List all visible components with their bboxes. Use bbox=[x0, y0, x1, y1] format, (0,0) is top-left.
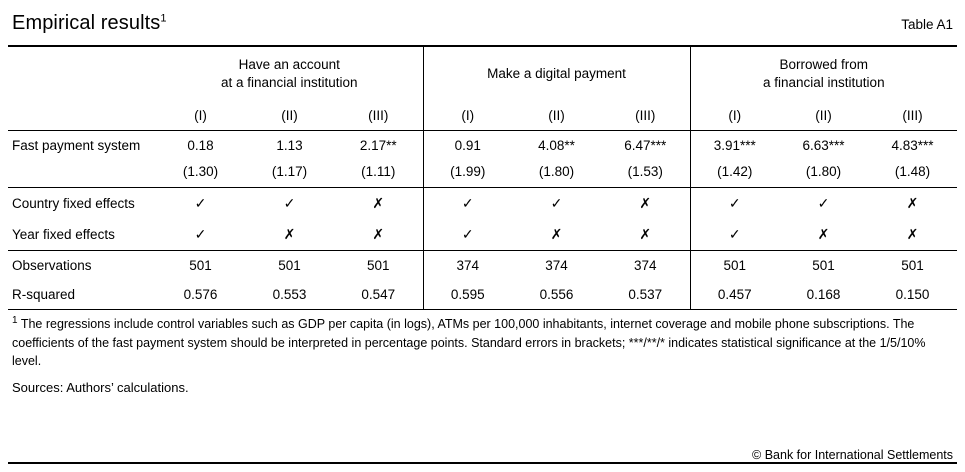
cell-r2-2: 0.553 bbox=[272, 287, 307, 303]
group-header-account-line1: Have an account bbox=[238, 57, 340, 72]
cell-yfe-1: ✓ bbox=[194, 226, 207, 243]
table-row bbox=[8, 131, 957, 161]
cell-r2-3: 0.547 bbox=[361, 287, 396, 303]
cell-fps-1: 0.18 bbox=[187, 138, 214, 154]
cell-obs-8: 501 bbox=[779, 251, 868, 281]
row-label-fast-payment-system: Fast payment system bbox=[12, 138, 141, 154]
page-title-text: Empirical results bbox=[12, 12, 161, 34]
title-row bbox=[8, 0, 957, 45]
cell-r2-1: 0.576 bbox=[183, 287, 218, 303]
cell-obs-1: 501 bbox=[156, 251, 245, 281]
spec-label-4: (I) bbox=[423, 102, 512, 131]
cell-obs-3: 501 bbox=[334, 251, 423, 281]
cell-se-4: (1.99) bbox=[423, 160, 512, 188]
table-number-label: Table A1 bbox=[901, 17, 953, 32]
spec-label-1: (I) bbox=[156, 102, 245, 131]
cell-cfe-4: ✓ bbox=[423, 188, 512, 220]
table-row bbox=[8, 280, 957, 309]
cell-fps-6: 6.47*** bbox=[624, 138, 667, 154]
cell-obs-6: 374 bbox=[601, 251, 690, 281]
cell-obs-2: 501 bbox=[245, 251, 334, 281]
cell-cfe-2: ✓ bbox=[245, 188, 334, 220]
cell-r2-6: 0.537 bbox=[628, 287, 663, 303]
cell-se-7: (1.42) bbox=[690, 160, 779, 188]
cell-r2-8: 0.168 bbox=[806, 287, 841, 303]
cell-r2-5: 0.556 bbox=[539, 287, 574, 303]
cell-fps-7: 3.91*** bbox=[690, 131, 779, 161]
cell-se-3: (1.11) bbox=[361, 164, 396, 180]
table-row bbox=[8, 219, 957, 251]
notes-marker: 1 bbox=[12, 315, 18, 327]
page-footer bbox=[8, 443, 957, 464]
group-header-account-line2: at a financial institution bbox=[220, 75, 358, 91]
group-header-digital-payment-line1: Make a digital payment bbox=[487, 66, 626, 82]
cell-yfe-4: ✓ bbox=[423, 219, 512, 251]
cell-cfe-8: ✓ bbox=[779, 188, 868, 220]
cell-fps-3: 2.17** bbox=[359, 138, 397, 154]
table-group-header-row bbox=[8, 47, 957, 102]
cell-yfe-9: ✗ bbox=[906, 226, 919, 243]
row-label-year-fixed-effects: Year fixed effects bbox=[12, 227, 115, 243]
spec-label-6: (III) bbox=[601, 102, 690, 131]
cell-se-2: (1.17) bbox=[271, 164, 308, 180]
cell-yfe-3: ✗ bbox=[372, 226, 385, 243]
cell-yfe-8: ✗ bbox=[817, 226, 830, 243]
title-footnote-marker: 1 bbox=[160, 12, 167, 25]
group-header-digital-payment bbox=[423, 47, 690, 102]
cell-fps-2: 1.13 bbox=[276, 138, 303, 154]
cell-cfe-7: ✓ bbox=[690, 188, 779, 220]
table-notes bbox=[8, 310, 957, 370]
group-header-borrowed-line2: a financial institution bbox=[763, 75, 885, 91]
table-row bbox=[8, 188, 957, 220]
cell-fps-8: 6.63*** bbox=[802, 138, 845, 154]
spec-label-5: (II) bbox=[512, 102, 601, 131]
spec-label-8: (II) bbox=[779, 102, 868, 131]
row-header-blank bbox=[8, 47, 156, 102]
group-header-borrowed-line1: Borrowed from bbox=[779, 57, 869, 72]
cell-fps-9: 4.83*** bbox=[891, 138, 934, 154]
cell-se-8: (1.80) bbox=[805, 164, 842, 180]
cell-fps-4: 0.91 bbox=[423, 131, 512, 161]
group-header-borrowed bbox=[690, 47, 957, 102]
cell-yfe-5: ✗ bbox=[550, 226, 563, 243]
results-table bbox=[8, 47, 957, 309]
row-label-country-fixed-effects: Country fixed effects bbox=[8, 188, 156, 220]
bottom-rule bbox=[8, 462, 957, 464]
cell-obs-7: 501 bbox=[690, 251, 779, 281]
cell-r2-7: 0.457 bbox=[690, 280, 779, 309]
group-header-account bbox=[156, 47, 423, 102]
cell-cfe-1: ✓ bbox=[156, 188, 245, 220]
cell-obs-5: 374 bbox=[512, 251, 601, 281]
cell-se-9: (1.48) bbox=[894, 164, 931, 180]
cell-cfe-5: ✓ bbox=[512, 188, 601, 220]
spec-label-7: (I) bbox=[690, 102, 779, 131]
row-label-observations: Observations bbox=[8, 251, 156, 281]
row-label-standard-errors bbox=[8, 160, 156, 188]
cell-fps-5: 4.08** bbox=[538, 138, 575, 154]
cell-obs-9: 501 bbox=[868, 251, 957, 281]
spec-header-blank bbox=[8, 102, 156, 131]
page-title bbox=[12, 12, 167, 35]
cell-yfe-6: ✗ bbox=[639, 226, 652, 243]
notes-text: The regressions include control variables such as GDP per capita (in logs), ATMs per 100,000 inhabitants, internet coverage and mobile phone subscriptions. The coefficients of the fast payment system should be interpreted in percentage points. Standard errors in brackets; ***/**/* indicates statistical significance at the 1/5/10% level. bbox=[12, 317, 926, 368]
cell-se-1: (1.30) bbox=[182, 164, 219, 180]
copyright-line: © Bank for International Settlements bbox=[752, 448, 953, 462]
spec-label-2: (II) bbox=[245, 102, 334, 131]
cell-se-6: (1.53) bbox=[627, 164, 663, 180]
cell-yfe-7: ✓ bbox=[690, 219, 779, 251]
spec-label-3: (III) bbox=[334, 102, 423, 131]
cell-cfe-6: ✗ bbox=[601, 188, 690, 220]
cell-obs-4: 374 bbox=[423, 251, 512, 281]
cell-se-5: (1.80) bbox=[538, 164, 575, 180]
row-label-r-squared: R-squared bbox=[12, 287, 76, 303]
cell-cfe-3: ✗ bbox=[334, 188, 423, 220]
cell-cfe-9: ✗ bbox=[868, 188, 957, 220]
cell-r2-4: 0.595 bbox=[423, 280, 512, 309]
spec-label-9: (III) bbox=[868, 102, 957, 131]
table-spec-header-row bbox=[8, 102, 957, 131]
table-row bbox=[8, 251, 957, 281]
cell-r2-9: 0.150 bbox=[895, 287, 930, 303]
table-row bbox=[8, 160, 957, 188]
cell-yfe-2: ✗ bbox=[283, 226, 296, 243]
sources-line: Sources: Authors’ calculations. bbox=[12, 379, 189, 395]
